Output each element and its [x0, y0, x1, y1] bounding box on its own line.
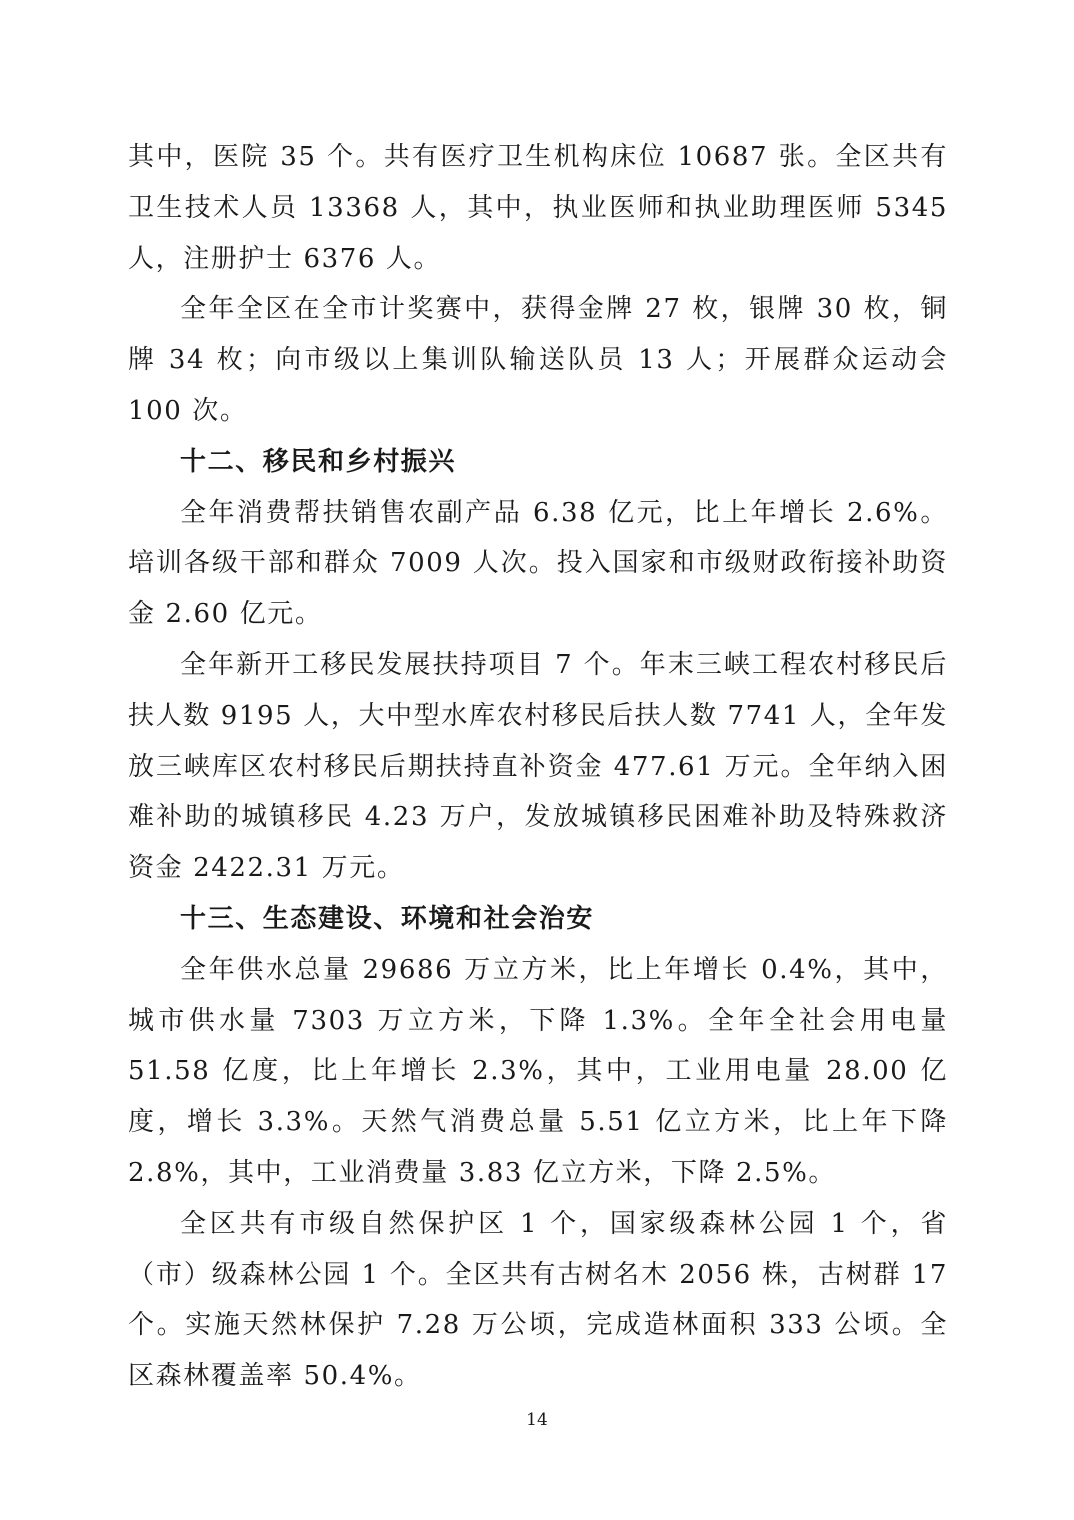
paragraph-migrant-support: 全年新开工移民发展扶持项目 7 个。年末三峡工程农村移民后扶人数 9195 人，大中型水库农村移民后扶人数 7741 人，全年发放三峡库区农村移民后期扶持直补资金 477.61 万元。全年纳入困难补助的城镇移民 4.23 万户，发放城镇移民困难补助及特殊救济资金 2422.31 万元。 — [128, 649, 948, 884]
section-heading-13: 十三、生态建设、环境和社会治安 — [180, 903, 595, 934]
paragraph-health-facilities: 其中，医院 35 个。共有医疗卫生机构床位 10687 张。全区共有卫生技术人员 13368 人，其中，执业医师和执业助理医师 5345 人，注册护士 6376 人。 — [128, 142, 948, 274]
section-heading-12: 十二、移民和乡村振兴 — [180, 446, 457, 477]
paragraph-sports-medals: 全年全区在全市计奖赛中，获得金牌 27 枚，银牌 30 枚，铜牌 34 枚；向市级以上集训队输送队员 13 人；开展群众运动会 100 次。 — [128, 294, 948, 426]
document-body — [128, 132, 948, 1402]
page-number: 14 — [526, 1410, 548, 1430]
paragraph-consumption-assistance: 全年消费帮扶销售农副产品 6.38 亿元，比上年增长 2.6%。培训各级干部和群众 7009 人次。投入国家和市级财政衔接补助资金 2.60 亿元。 — [128, 497, 948, 630]
paragraph-water-power-gas: 全年供水总量 29686 万立方米，比上年增长 0.4%，其中，城市供水量 7303 万立方米，下降 1.3%。全年全社会用电量 51.58 亿度，比上年增长 2.3%，其中，工业用电量 28.00 亿度，增长 3.3%。天然气消费总量 5.51 亿立方米，比上年下降 2.8%，其中，工业消费量 3.83 亿立方米，下降 2.5%。 — [128, 954, 948, 1188]
paragraph-forest-protection: 全区共有市级自然保护区 1 个，国家级森林公园 1 个，省（市）级森林公园 1 个。全区共有古树名木 2056 株，古树群 17 个。实施天然林保护 7.28 万公顷，完成造林面积 333 公顷。全区森林覆盖率 50.4%。 — [128, 1208, 948, 1392]
